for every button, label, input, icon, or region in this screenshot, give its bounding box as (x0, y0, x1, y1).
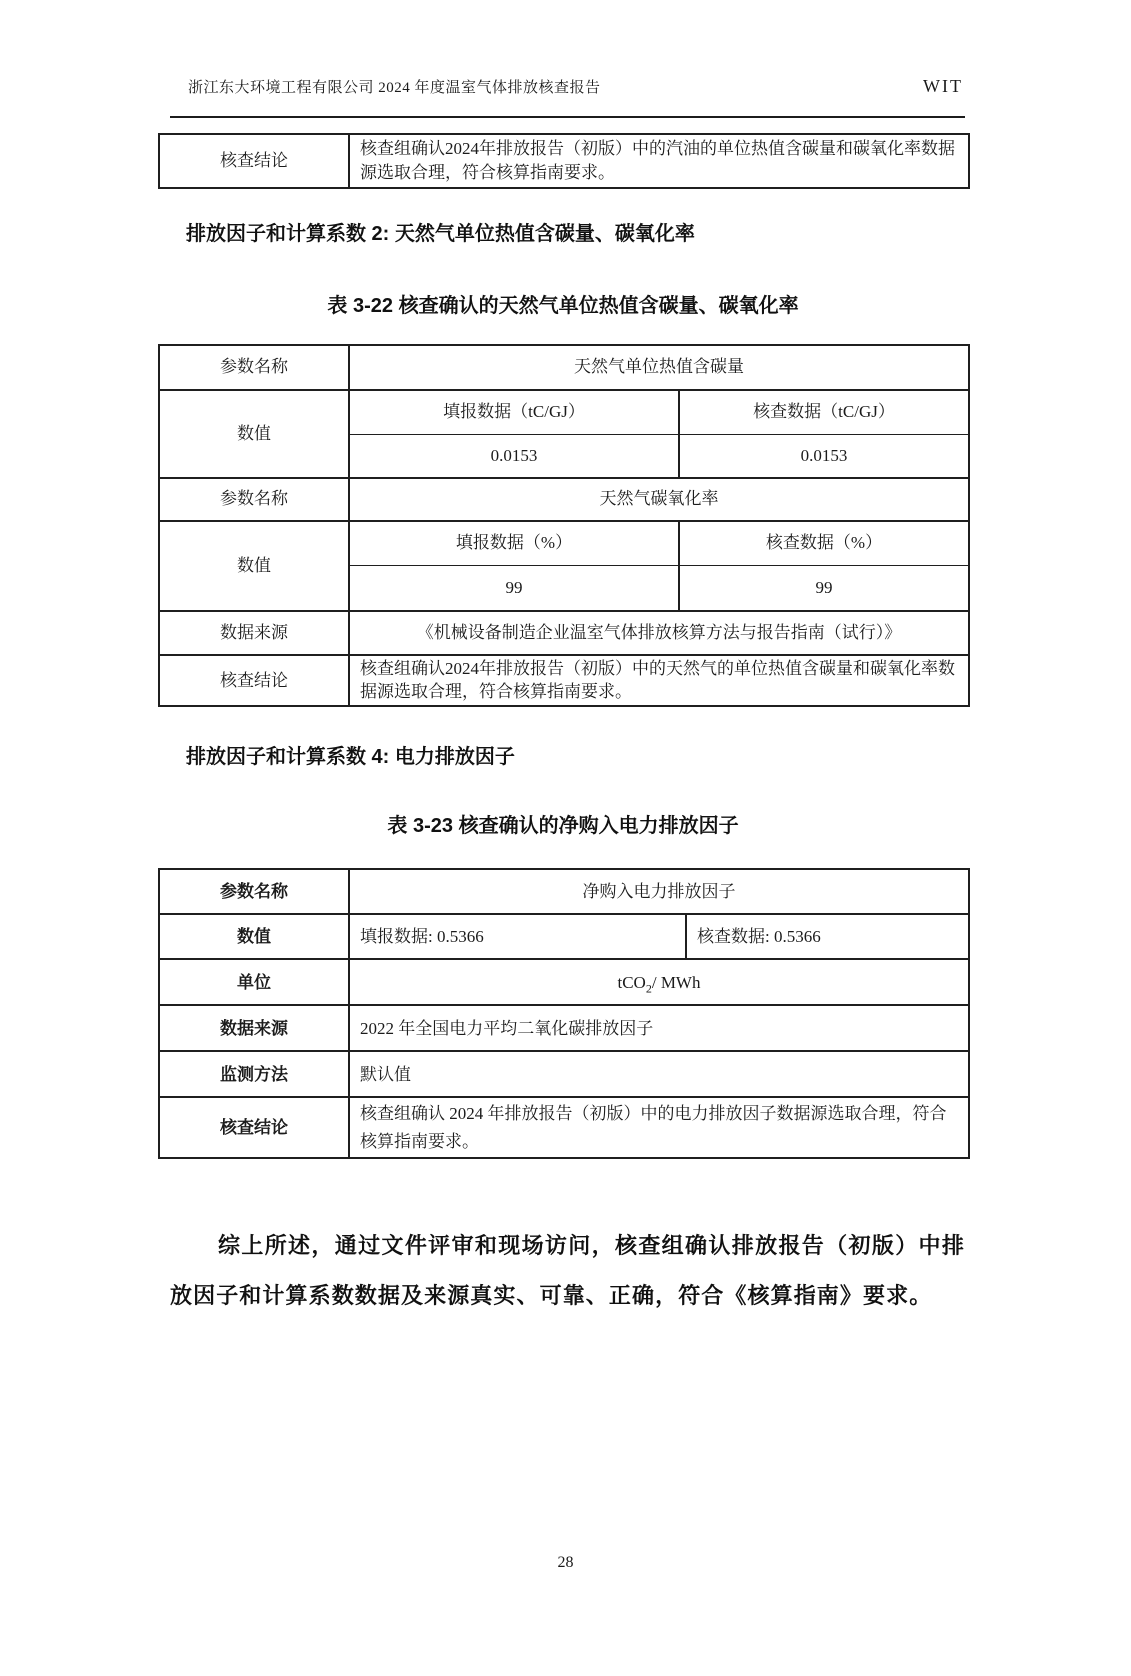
unit-value-prefix: tCO (617, 972, 646, 992)
unit-value-cell (349, 959, 969, 1005)
value-label-cell: 数值 (159, 914, 349, 959)
gas-factor-table (158, 344, 970, 708)
page-header (170, 76, 965, 118)
report-title: 浙江东大环境工程有限公司 2024 年度温室气体排放核查报告 (188, 80, 601, 96)
section-heading-power: 排放因子和计算系数 4: 电力排放因子 (186, 746, 515, 769)
table-row (159, 478, 969, 521)
source-label-cell: 数据来源 (159, 1005, 349, 1051)
source-value-cell: 《机械设备制造企业温室气体排放核算方法与报告指南（试行）》 (349, 611, 969, 655)
table-3-23-title: 表 3-23 核查确认的净购入电力排放因子 (387, 815, 739, 838)
param-label-cell: 参数名称 (159, 345, 349, 390)
param-value-cell: 天然气单位热值含碳量 (349, 345, 969, 390)
reported-header-cell: 填报数据（%） (349, 521, 679, 566)
verified-value-cell: 99 (679, 566, 969, 611)
wit-logo: WIT (923, 76, 963, 96)
method-value-cell: 默认值 (349, 1051, 969, 1097)
reported-value-cell: 99 (349, 566, 679, 611)
param-value-cell: 净购入电力排放因子 (349, 869, 969, 914)
param-value-cell: 天然气碳氧化率 (349, 478, 969, 521)
reported-value-cell: 0.0153 (349, 435, 679, 478)
summary-paragraph: 综上所述，通过文件评审和现场访问，核查组确认排放报告（初版）中排放因子和计算系数数据及来源真实、可靠、正确，符合《核算指南》要求。 (170, 1232, 965, 1308)
param-label-cell: 参数名称 (159, 478, 349, 521)
param-label-cell: 参数名称 (159, 869, 349, 914)
method-label-cell: 监测方法 (159, 1051, 349, 1097)
section-heading-gas: 排放因子和计算系数 2: 天然气单位热值含碳量、碳氧化率 (186, 222, 695, 245)
verified-value-cell: 核查数据: 0.5366 (686, 914, 969, 959)
unit-value-suffix: / MWh (651, 972, 701, 992)
power-factor-table (158, 868, 970, 1158)
verified-header-cell: 核查数据（%） (679, 521, 969, 566)
unit-value-subscript: 2 (645, 980, 652, 995)
page-number: 28 (557, 1554, 574, 1571)
conclusion-label-cell: 核查结论 (159, 655, 349, 707)
table-row (159, 390, 969, 435)
table-row (159, 959, 969, 1005)
conclusion-value-cell: 核查组确认2024年排放报告（初版）中的汽油的单位热值含碳量和碳氧化率数据源选取合理，符合核算指南要求。 (349, 134, 969, 188)
reported-header-cell: 填报数据（tC/GJ） (349, 390, 679, 435)
table-row (159, 611, 969, 655)
unit-label-cell: 单位 (159, 959, 349, 1005)
verified-header-cell: 核查数据（tC/GJ） (679, 390, 969, 435)
table-row (159, 1051, 969, 1097)
table-row (159, 521, 969, 566)
verified-value-cell: 0.0153 (679, 435, 969, 478)
table-row (159, 134, 969, 188)
table-row (159, 1097, 969, 1157)
source-label-cell: 数据来源 (159, 611, 349, 655)
conclusion-label-cell: 核查结论 (159, 1097, 349, 1157)
source-value-cell: 2022 年全国电力平均二氧化碳排放因子 (349, 1005, 969, 1051)
table-row (159, 1005, 969, 1051)
table-row (159, 655, 969, 707)
conclusion-label-cell: 核查结论 (159, 134, 349, 188)
gasoline-conclusion-table (158, 133, 970, 189)
value-label-cell: 数值 (159, 390, 349, 478)
table-row (159, 914, 969, 959)
table-3-22-title: 表 3-22 核查确认的天然气单位热值含碳量、碳氧化率 (327, 294, 799, 317)
table-row (159, 345, 969, 390)
table-row (159, 869, 969, 914)
value-label-cell: 数值 (159, 521, 349, 611)
conclusion-value-cell: 核查组确认 2024 年排放报告（初版）中的电力排放因子数据源选取合理，符合核算指南要求。 (349, 1097, 969, 1157)
conclusion-value-cell: 核查组确认2024年排放报告（初版）中的天然气的单位热值含碳量和碳氧化率数据源选取合理，符合核算指南要求。 (349, 655, 969, 707)
reported-value-cell: 填报数据: 0.5366 (349, 914, 686, 959)
